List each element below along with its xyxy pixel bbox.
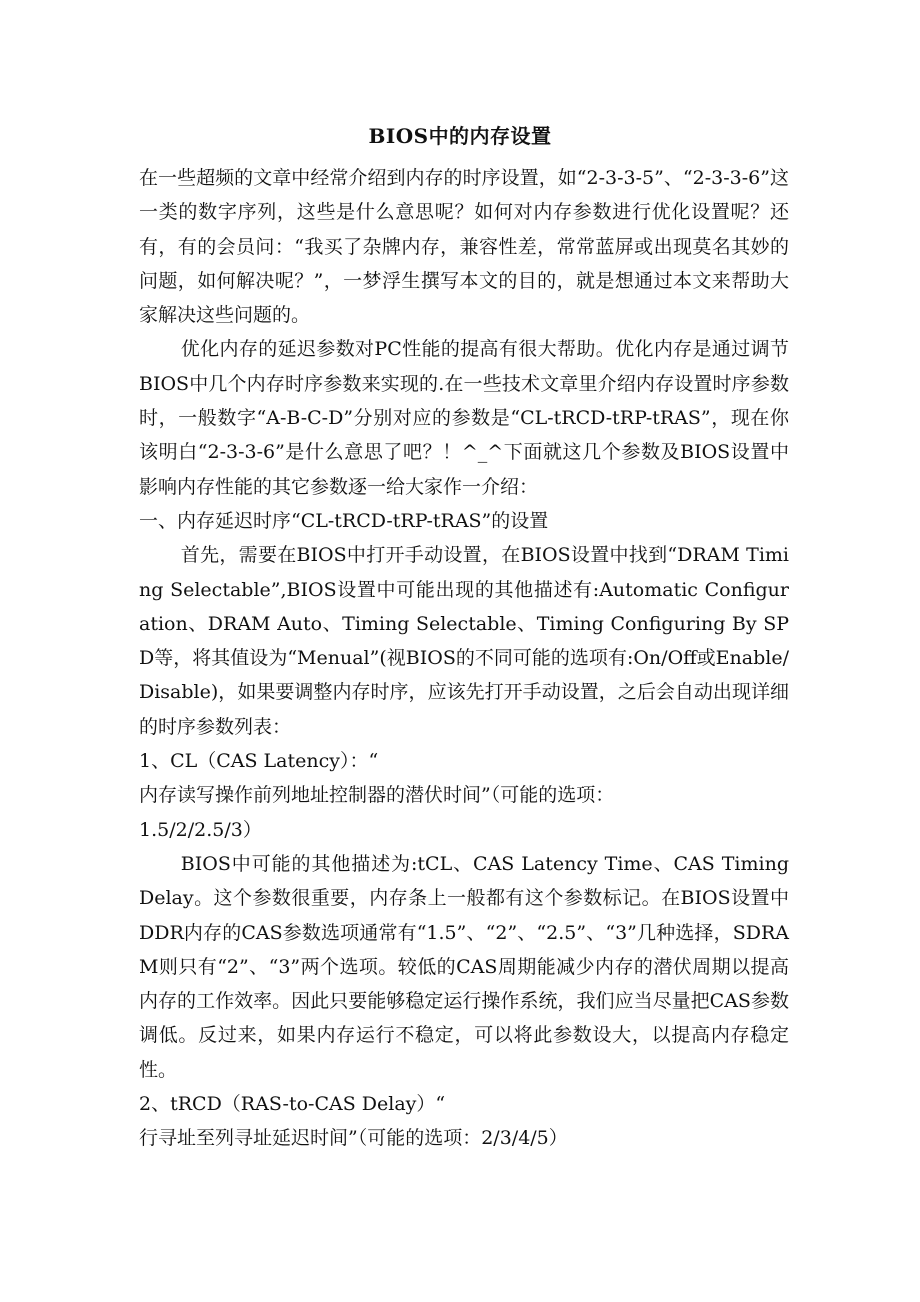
item-heading-cl: 1、CL（CAS Latency）：“ xyxy=(139,750,379,773)
optimization-paragraph: 优化内存的延迟参数对PC性能的提高有很大帮助。优化内存是通过调节BIOS中几个内存时序参数来实现的.在一些技术文章里介绍内存设置时序参数时，一般数字“A-B-C-D”分别对应的参数是“CL-tRCD-tRP-tRAS”，现在你该明白“2-3-3-6”是什么意思了吧？！^_^下面就这几个参数及BIOS设置中影响内存性能的其它参数逐一给大家作一介绍： xyxy=(139,338,789,498)
document-title: BIOS中的内存设置 xyxy=(368,124,552,148)
section-heading-timing: 一、内存延迟时序“CL-tRCD-tRP-tRAS”的设置 xyxy=(139,509,549,532)
item-cl-options: 1.5/2/2.5/3） xyxy=(139,818,262,841)
item-trcd-description: 行寻址至列寻址延迟时间”（可能的选项：2/3/4/5） xyxy=(139,1127,568,1150)
item-cl-description: 内存读写操作前列地址控制器的潜伏时间”（可能的选项： xyxy=(139,784,615,807)
document-body xyxy=(139,161,789,1156)
cl-explanation-paragraph: BIOS中可能的其他描述为:tCL、CAS Latency Time、CAS Timing Delay。这个参数很重要，内存条上一般都有这个参数标记。在BIOS设置中DDR内存的CAS参数选项通常有“1.5”、“2”、“2.5”、“3”几种选择，SDRAM则只有“2”、“3”两个选项。较低的CAS周期能减少内存的潜伏周期以提高内存的工作效率。因此只要能够稳定运行操作系统，我们应当尽量把CAS参数调低。反过来，如果内存运行不稳定，可以将此参数设大，以提高内存稳定性。 xyxy=(139,852,789,1081)
intro-paragraph: 在一些超频的文章中经常介绍到内存的时序设置，如“2-3-3-5”、“2-3-3-6”这一类的数字序列，这些是什么意思呢？如何对内存参数进行优化设置呢？还有，有的会员问：“我买了杂牌内存，兼容性差，常常蓝屏或出现莫名其妙的问题，如何解决呢？”，一梦浮生撰写本文的目的，就是想通过本文来帮助大家解决这些问题的。 xyxy=(139,167,789,327)
manual-setting-paragraph: 首先，需要在BIOS中打开手动设置，在BIOS设置中找到“DRAM Timing Selectable”,BIOS设置中可能出现的其他描述有:Automatic Configuration、DRAM Auto、Timing Selectable、Timing Configuring By SPD等，将其值设为“Menual”(视BIOS的不同可能的选项有:On/Off或Enable/Disable)，如果要调整内存时序，应该先打开手动设置，之后会自动出现详细的时序参数列表： xyxy=(139,544,789,738)
item-heading-trcd: 2、tRCD（RAS-to-CAS Delay）“ xyxy=(139,1093,446,1116)
